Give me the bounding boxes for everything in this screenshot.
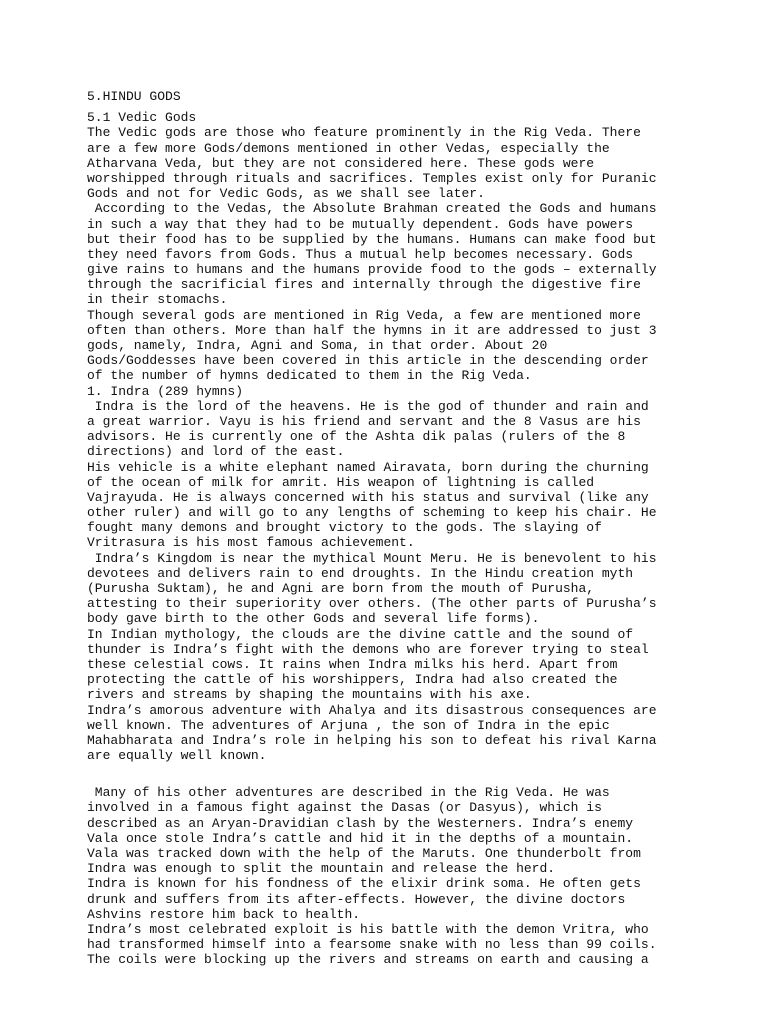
text-line: thunder is Indra’s fight with the demons who are forever trying to steal bbox=[87, 641, 649, 657]
text-line: Though several gods are mentioned in Rig Veda, a few are mentioned more bbox=[87, 307, 641, 323]
text-line: Indra is known for his fondness of the elixir drink soma. He often gets bbox=[87, 876, 641, 892]
text-line: Vritrasura is his most famous achievement. bbox=[87, 535, 415, 551]
paragraph-gap bbox=[87, 763, 757, 785]
text-line: directions) and lord of the east. bbox=[87, 444, 345, 460]
text-line: protecting the cattle of his worshippers, Indra had also created the bbox=[87, 672, 618, 688]
text-line: Vala once stole Indra’s cattle and hid it in the depths of a mountain. bbox=[87, 830, 634, 846]
text-line: fought many demons and brought victory to the gods. The slaying of bbox=[87, 520, 602, 536]
text-line: these celestial cows. It rains when Indra milks his herd. Apart from bbox=[87, 656, 618, 672]
text-line: rivers and streams by shaping the mountains with his axe. bbox=[87, 687, 532, 703]
text-line: of the ocean of milk for amrit. His weapon of lightning is called bbox=[87, 474, 595, 490]
text-line: Indra was enough to split the mountain and release the herd. bbox=[87, 861, 556, 877]
text-line: are equally well known. bbox=[87, 748, 267, 764]
text-line: Indra’s amorous adventure with Ahalya and its disastrous consequences are bbox=[87, 702, 657, 718]
text-line: The Vedic gods are those who feature prominently in the Rig Veda. There bbox=[87, 125, 641, 141]
text-line: described as an Aryan-Dravidian clash by the Westerners. Indra’s enemy bbox=[87, 815, 634, 831]
text-line: devotees and delivers rain to end droughts. In the Hindu creation myth bbox=[87, 565, 634, 581]
text-line: in their stomachs. bbox=[87, 292, 228, 308]
text-line: Indra is the lord of the heavens. He is the god of thunder and rain and bbox=[87, 398, 649, 414]
text-line: other ruler) and will go to any lengths of scheming to keep his chair. He bbox=[87, 505, 657, 521]
text-line: they need favors from Gods. Thus a mutual help becomes necessary. Gods bbox=[87, 246, 634, 262]
text-line: Vala was tracked down with the help of the Maruts. One thunderbolt from bbox=[87, 846, 641, 861]
text-line: a great warrior. Vayu is his friend and servant and the 8 Vasus are his bbox=[87, 413, 641, 429]
text-line: body gave birth to the other Gods and several life forms). bbox=[87, 611, 540, 627]
text-line: often than others. More than half the hymns in it are addressed to just 3 bbox=[87, 322, 657, 338]
text-line: of the number of hymns dedicated to them in the Rig Veda. bbox=[87, 368, 532, 384]
text-line: are a few more Gods/demons mentioned in other Vedas, especially the bbox=[87, 140, 610, 156]
text-line: Vajrayuda. He is always concerned with his status and survival (like any bbox=[87, 489, 649, 505]
text-line: gods, namely, Indra, Agni and Soma, in that order. About 20 bbox=[87, 338, 548, 353]
text-line: Gods/Goddesses have been covered in this article in the descending order bbox=[87, 353, 649, 369]
body-block bbox=[87, 785, 757, 967]
text-line: Many of his other adventures are described in the Rig Veda. He was bbox=[87, 785, 610, 801]
chapter-heading: 5.HINDU GODS bbox=[87, 89, 181, 104]
text-line: advisors. He is currently one of the Ashta dik palas (rulers of the 8 bbox=[87, 429, 626, 445]
text-line: involved in a famous fight against the Dasas (or Dasyus), which is bbox=[87, 800, 602, 816]
text-line: but their food has to be supplied by the humans. Humans can make food but bbox=[87, 231, 657, 247]
text-line: give rains to humans and the humans provide food to the gods – externally bbox=[87, 262, 657, 278]
text-line: well known. The adventures of Arjuna , the son of Indra in the epic bbox=[87, 717, 610, 733]
text-line: In Indian mythology, the clouds are the divine cattle and the sound of bbox=[87, 626, 634, 642]
text-line: (Purusha Suktam), he and Agni are born from the mouth of Purusha, bbox=[87, 581, 595, 596]
text-line: Indra’s most celebrated exploit is his battle with the demon Vritra, who bbox=[87, 921, 649, 937]
text-line: His vehicle is a white elephant named Airavata, born during the churning bbox=[87, 459, 649, 475]
text-line: According to the Vedas, the Absolute Brahman created the Gods and humans bbox=[87, 201, 657, 217]
text-line: Atharvana Veda, but they are not considered here. These gods were bbox=[87, 155, 595, 171]
text-line: 1. Indra (289 hymns) bbox=[87, 383, 244, 399]
text-line: had transformed himself into a fearsome snake with no less than 99 coils. bbox=[87, 937, 657, 953]
text-line: Ashvins restore him back to health. bbox=[87, 906, 361, 922]
body-block bbox=[87, 125, 757, 763]
text-line: Gods and not for Vedic Gods, as we shall see later. bbox=[87, 186, 485, 202]
text-line: worshipped through rituals and sacrifices. Temples exist only for Puranic bbox=[87, 170, 657, 186]
text-line: The coils were blocking up the rivers and streams on earth and causing a bbox=[87, 952, 649, 968]
text-line: Indra’s Kingdom is near the mythical Mount Meru. He is benevolent to his bbox=[87, 550, 657, 566]
text-line: attesting to their superiority over others. (The other parts of Purusha’s bbox=[87, 596, 657, 612]
text-line: through the sacrificial fires and internally through the digestive fire bbox=[87, 277, 641, 293]
text-line: Mahabharata and Indra’s role in helping his son to defeat his rival Karna bbox=[87, 732, 657, 748]
document-text bbox=[87, 89, 757, 968]
text-line: drunk and suffers from its after-effects. However, the divine doctors bbox=[87, 891, 626, 907]
section-title: 5.1 Vedic Gods bbox=[87, 110, 197, 126]
text-line: in such a way that they had to be mutually dependent. Gods have powers bbox=[87, 216, 634, 232]
